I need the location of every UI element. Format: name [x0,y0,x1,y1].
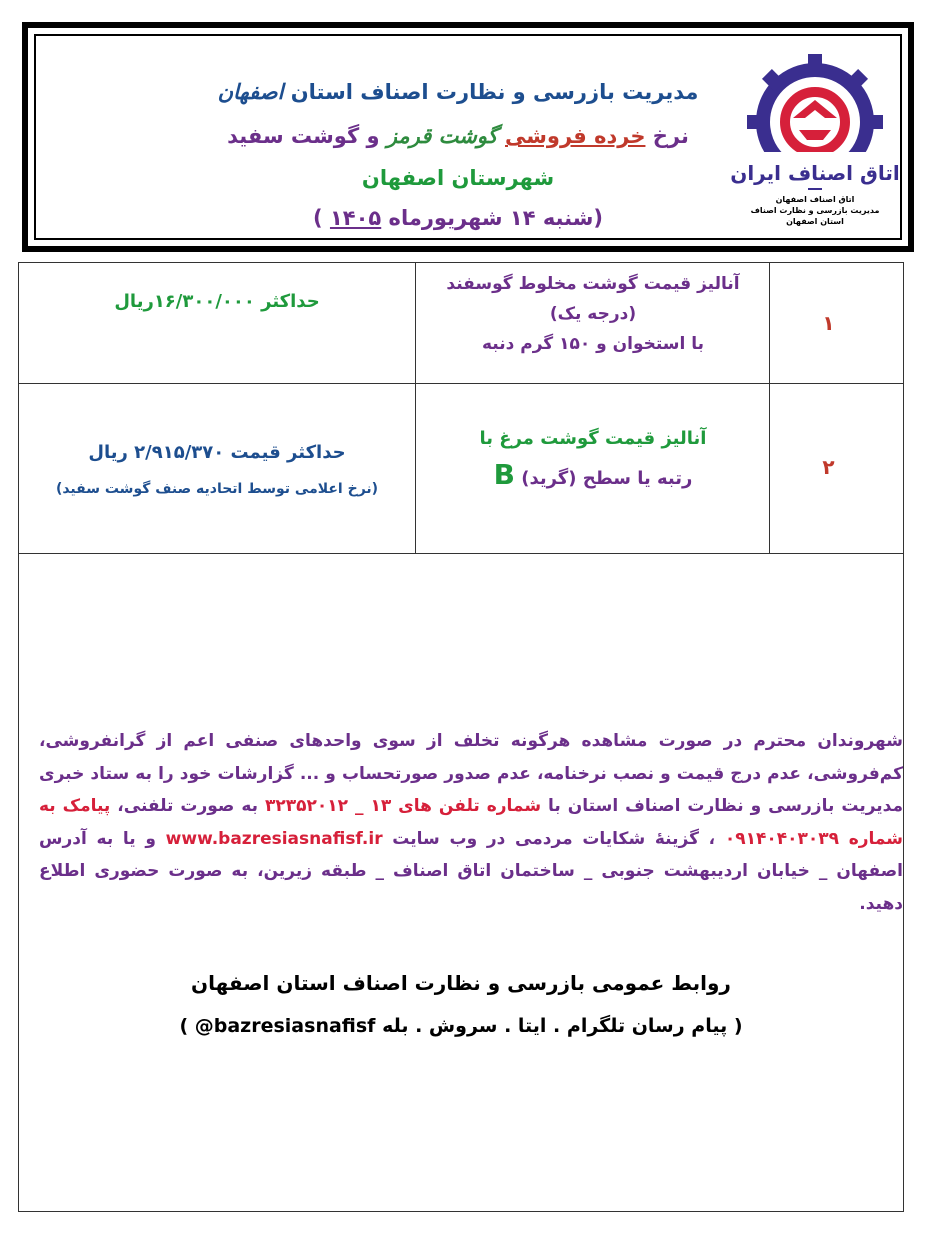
footer-title: روابط عمومی بازرسی و نظارت اصناف استان اصفهان [191,971,731,995]
grade-letter: B [493,458,515,491]
gear-emblem-icon [730,52,900,227]
header-box [22,22,914,252]
header-city: شهرستان اصفهان [361,166,555,190]
row-divider [19,383,903,384]
guild-logo [730,52,900,227]
header-subtitle: نرخ خرده فروشی گوشت قرمز و گوشت سفید [227,124,689,148]
header-date: (شنبه ۱۴ شهریورماه ۱۴۰۵ ) [313,206,603,230]
footer-messengers: ( پیام رسان تلگرام . ایتا . سروش . بله bazresiasnafisf@ ) [179,1015,743,1037]
row-2-price: حداکثر قیمت ۲/۹۱۵/۳۷۰ ریال (نرخ اعلامی توسط اتحادیه صنف گوشت سفید) [19,435,415,507]
column-divider [415,263,416,553]
row-divider [19,553,903,554]
logo-brand: اتاق اصناف ایران [730,161,900,185]
row-1-price: حداکثر ۱۶/۳۰۰/۰۰۰ریال [114,291,320,312]
svg-text:اتاق اصناف اصفهان: اتاق اصناف اصفهان [775,195,855,204]
column-divider [769,263,770,553]
svg-text:استان اصفهان: استان اصفهان [786,217,844,226]
svg-text:مدیریت بازرسی و نظارت اصناف: مدیریت بازرسی و نظارت اصناف [750,206,880,215]
price-table [18,262,904,1212]
row-2-number: ۲ [822,455,835,479]
citizen-notice: شهروندان محترم در صورت مشاهده هرگونه تخلف از سوی واحدهای صنفی اعم از گرانفروشی، کم‌فروشی، عدم درج قیمت و نصب نرخنامه، عدم صدور صورتحساب و ... گزارشات خود را به ستاد خبری مدیریت بازرسی و نظارت اصناف استان با شماره تلفن های ۱۳ _ ۳۲۳۵۲۰۱۲ به صورت تلفنی، پیامک به شماره ۰۹۱۴۰۴۰۳۰۳۹ ، گزینۀ شکایات مردمی در وب سایت www.bazresiasnafisf.ir و یا به آدرس اصفهان _ خیابان اردیبهشت جنوبی _ ساختمان اتاق اصناف _ طبقه زیرین، به صورت حضوری اطلاع دهید. [39,731,904,914]
header-title: مدیریت بازرسی و نظارت اصناف استان اصفهان [217,80,699,104]
row-1-description: آنالیز قیمت گوشت مخلوط گوسفند (درجه یک) با استخوان و ۱۵۰ گرم دنبه [446,274,740,354]
row-2-note: (نرخ اعلامی توسط اتحادیه صنف گوشت سفید) [55,481,379,497]
row-1-number: ۱ [822,311,835,335]
website-link[interactable]: www.bazresiasnafisf.ir [165,828,383,849]
row-2-description: آنالیز قیمت گوشت مرغ با رتبه یا سطح (گرید) B [479,428,707,491]
